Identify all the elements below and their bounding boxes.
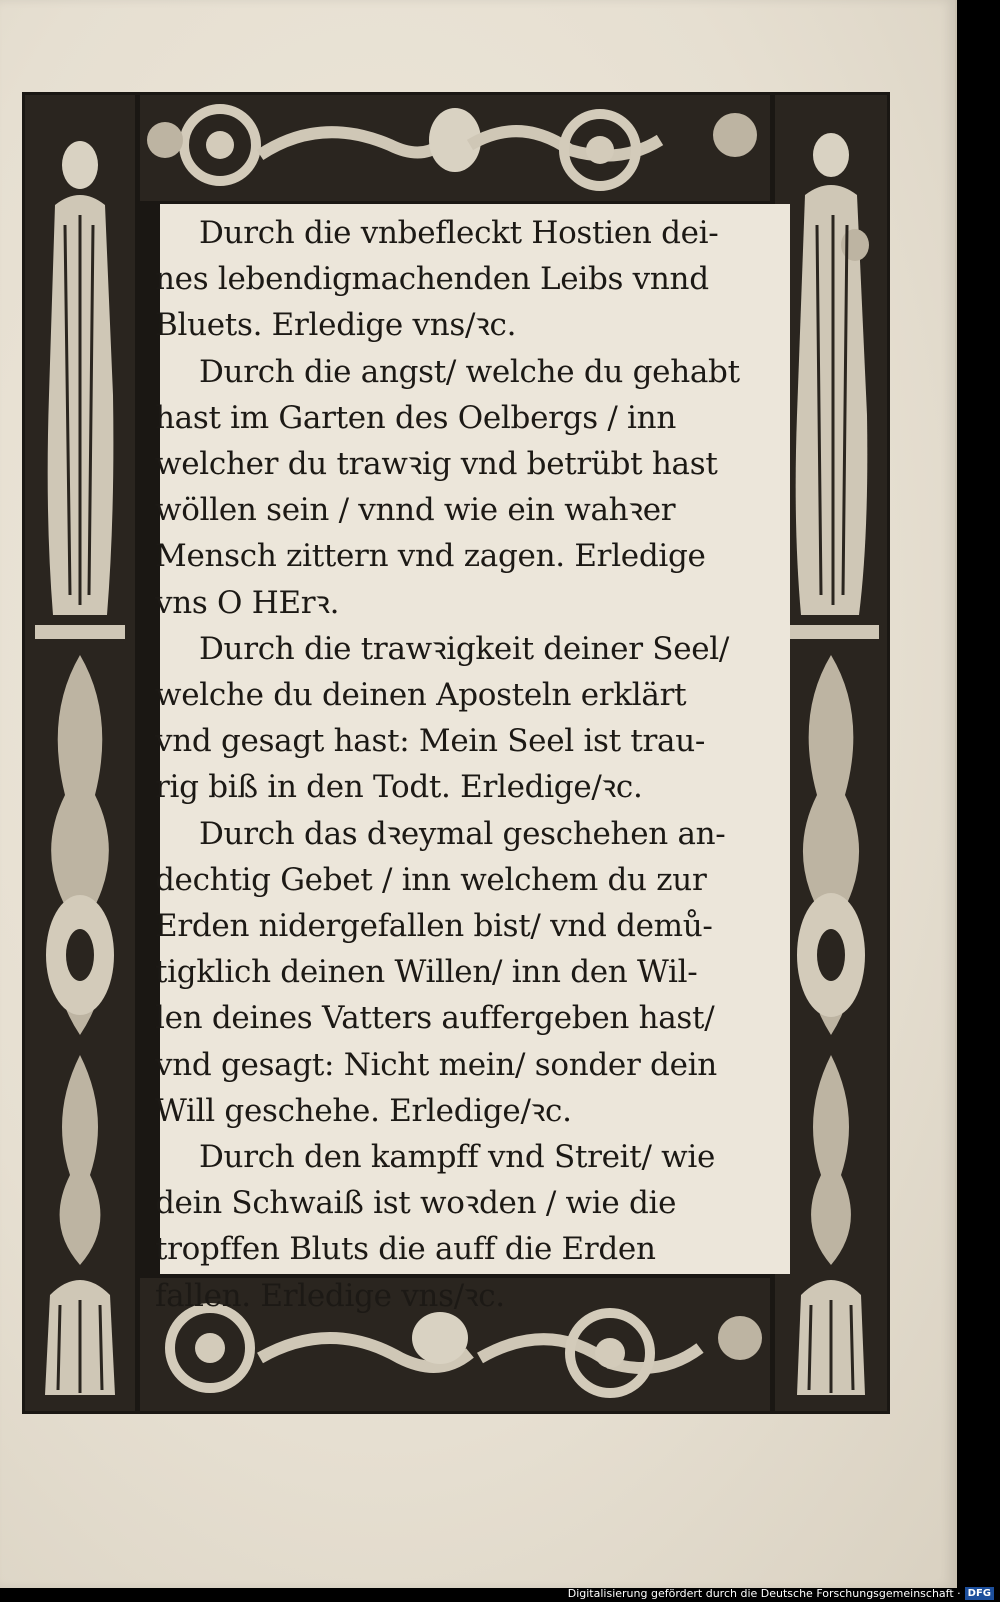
text-line: Durch den kampff vnd Streit/ wie [199,1139,716,1176]
text-line: vns O HErꝛ. [155,584,340,621]
left-woodcut-border [25,95,135,1411]
ornament-scroll-top-icon [140,95,770,201]
woodcut-figure-left-icon [25,95,135,1411]
dfg-logo-icon: DFG [965,1587,994,1600]
text-line: welche du deinen Aposteln erklärt [155,677,687,714]
text-line: Durch die vnbefleckt Hostien dei- [199,215,719,251]
top-woodcut-border [140,95,770,201]
text-line: dechtig Gebet / inn welchem du zur [155,861,707,898]
text-line: Bluets. Erledige vns/ꝛc. [155,307,517,344]
text-line: hast im Garten des Oelbergs / inn [155,399,677,436]
woodcut-figure-right-icon [775,95,887,1411]
text-line: Erden nidergefallen bist/ vnd demů- [155,908,713,945]
credit-text: Digitalisierung gefördert durch die Deutsche Forschungsgemeinschaft · [567,1586,961,1600]
text-line: tropffen Bluts die auff die Erden [155,1231,656,1268]
text-line: tigklich deinen Willen/ inn den Wil- [155,954,698,991]
right-woodcut-border [775,95,887,1411]
text-line: len deines Vatters auffergeben hast/ [155,1000,715,1037]
text-line: Will geschehe. Erledige/ꝛc. [155,1092,572,1129]
text-line: vnd gesagt hast: Mein Seel ist trau- [155,723,706,760]
text-line: Durch die trawꝛigkeit deiner Seel/ [199,630,730,667]
digitization-credit [568,1586,994,1600]
text-line: nes lebendigmachenden Leibs vnnd [155,261,709,298]
text-line: wöllen sein / vnnd wie ein wahꝛer [155,492,676,529]
text-line: Durch das dꝛeymal geschehen an- [199,815,726,852]
text-line: welcher du trawꝛig vnd betrübt hast [155,446,718,483]
text-line: vnd gesagt: Nicht mein/ sonder dein [155,1046,717,1083]
text-line: fallen. Erledige vns/ꝛc. [155,1277,505,1314]
page-text [155,210,765,1319]
text-line: dein Schwaiß ist woꝛden / wie die [155,1185,677,1222]
text-line: Durch die angst/ welche du gehabt [199,353,740,390]
text-line: rig biß in den Todt. Erledige/ꝛc. [155,769,643,806]
text-line: Mensch zittern vnd zagen. Erledige [155,538,706,575]
